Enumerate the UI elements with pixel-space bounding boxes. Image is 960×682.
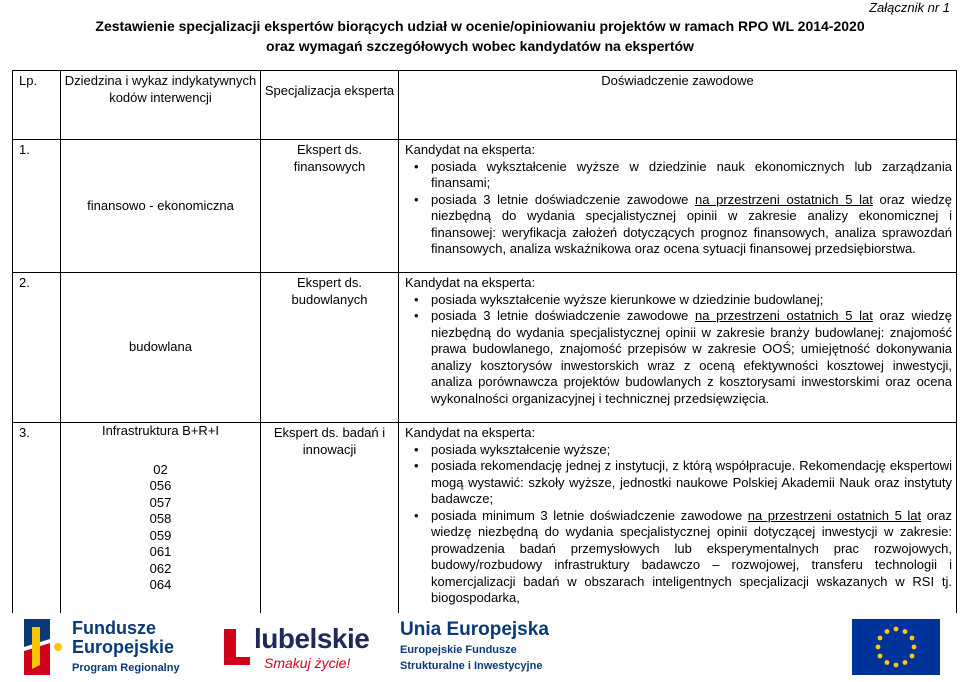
row-experience [399, 423, 957, 613]
fe-line1: Fundusze [72, 618, 156, 638]
requirement-item: • posiada wykształcenie wyższe w dziedzinie nauk ekonomicznych lub zarządzania finansami; [405, 159, 952, 192]
lubelskie-logo [222, 617, 370, 677]
requirement-item: • posiada minimum 3 letnie doświadczenie zawodowe na przestrzeni ostatnich 5 lat oraz wiedzę niezbędną do wydania specjalistycznej opinii dotyczącej inwestycji w zakresie: prowadzenia badań przemysłowych lub eksperymentalnych prac rozwojowych, budowy/rozbudowy infrastruktury badawczo – rozwojowej, transferu technologii i komercjalizacji badań w obszarach inteligentnych specjalizacji wskazanych w RSI tj. biogospodarka, [405, 508, 952, 607]
row-specialization: Ekspert ds. badań i innowacji [261, 423, 399, 613]
row-area [61, 423, 261, 613]
requirement-item: • posiada 3 letnie doświadczenie zawodowe na przestrzeni ostatnich 5 lat oraz wiedzę niezbędną do wydania specjalistycznej opinii w zakresie analizy ekonomicznej i finansowej: weryfikacja założeń dotyczących prognoz finansowych, analiza sprawozdań finansowych, analiza wskaźnikowa oraz ocena sytuacji finansowej przedsiębiorstwa. [405, 192, 952, 258]
code-item: 057 [149, 494, 172, 510]
eu-flag-icon [752, 615, 942, 675]
row-specialization: Ekspert ds. finansowych [261, 140, 399, 273]
code-item: 059 [149, 527, 172, 543]
row-area [61, 140, 261, 273]
document-title-line-2: oraz wymagań szczegółowych wobec kandydatów na ekspertów [266, 38, 694, 54]
code-item: 056 [149, 478, 172, 493]
code-item: 02 [153, 461, 168, 477]
unia-europejska-text-logo [400, 619, 560, 679]
header-area: Dziedzina i wykaz indykatywnych kodów interwencji [61, 71, 261, 140]
requirement-item: • posiada rekomendację jednej z instytucji, z którą współpracuje. Rekomendację ekspertowi mogą wystawić: szkoły wyższe, jednostki naukowe Polskiej Akademii Nauk oraz instytuty badawcze; [405, 458, 952, 508]
intervention-codes [61, 462, 260, 594]
code-item: 062 [149, 560, 172, 576]
row-experience [399, 273, 957, 423]
code-item: 058 [149, 511, 172, 526]
row-experience [399, 140, 957, 273]
header-spec: Specjalizacja eksperta [261, 71, 399, 140]
code-item: 064 [149, 577, 172, 592]
row-area [61, 273, 261, 423]
candidate-intro: Kandydat na eksperta: [405, 425, 536, 440]
footer-logos [0, 605, 960, 682]
ue-name: Unia Europejska [400, 619, 549, 640]
area-name: finansowo - ekonomiczna [87, 197, 234, 213]
header-experience: Doświadczenie zawodowe [399, 71, 957, 140]
code-item: 061 [149, 544, 172, 559]
table-row [13, 140, 957, 273]
lubelskie-mark-icon [222, 627, 252, 667]
requirement-item: • posiada wykształcenie wyższe; [405, 442, 952, 459]
ue-line1: Europejskie Fundusze [400, 644, 517, 656]
row-lp: 2. [13, 273, 61, 423]
lubelskie-slogan: Smakuj życie! [264, 655, 351, 671]
header-lp: Lp. [13, 71, 61, 140]
candidate-intro: Kandydat na eksperta: [405, 142, 536, 157]
fe-line3: Program Regionalny [72, 662, 180, 674]
candidate-intro: Kandydat na eksperta: [405, 275, 536, 290]
lubelskie-name: lubelskie [254, 623, 370, 654]
requirement-item: • posiada 3 letnie doświadczenie zawodowe na przestrzeni ostatnich 5 lat oraz wiedzę niezbędną do wydania specjalistycznej opinii w zakresie branży budowlanej: znajomość prawa budowlanego, znajomość przepisów w zakresie OOŚ; umiejętność dokonywania analizy kosztorysów inwestorskich wraz z oceną efektywności kosztowej inwestycji, analiza porównawcza projektów budowlanych z kosztorysami inwestorskimi oraz ocena wykonalności organizacyjnej i technicznej przedsięwzięcia. [405, 308, 952, 407]
area-name: budowlana [129, 339, 192, 355]
fe-mark-icon [20, 617, 66, 677]
annex-label: Załącznik nr 1 [869, 0, 950, 15]
table-header-row [13, 71, 957, 140]
area-name: Infrastruktura B+R+I [101, 423, 220, 438]
requirement-item: • posiada wykształcenie wyższe kierunkowe w dziedzinie budowlanej; [405, 292, 952, 309]
ue-line2: Strukturalne i Inwestycyjne [400, 660, 543, 672]
fe-line2: Europejskie [72, 637, 175, 657]
document-title-line-1: Zestawienie specjalizacji ekspertów biorących udział w ocenie/opiniowaniu projektów w ramach RPO WL 2014-2020 [95, 18, 865, 34]
table-row [13, 273, 957, 423]
fundusze-europejskie-logo [20, 613, 180, 678]
row-specialization: Ekspert ds. budowlanych [261, 273, 399, 423]
row-lp: 3. [13, 423, 61, 613]
row-lp: 1. [13, 140, 61, 273]
table-row [13, 423, 957, 613]
specializations-table [12, 70, 957, 613]
